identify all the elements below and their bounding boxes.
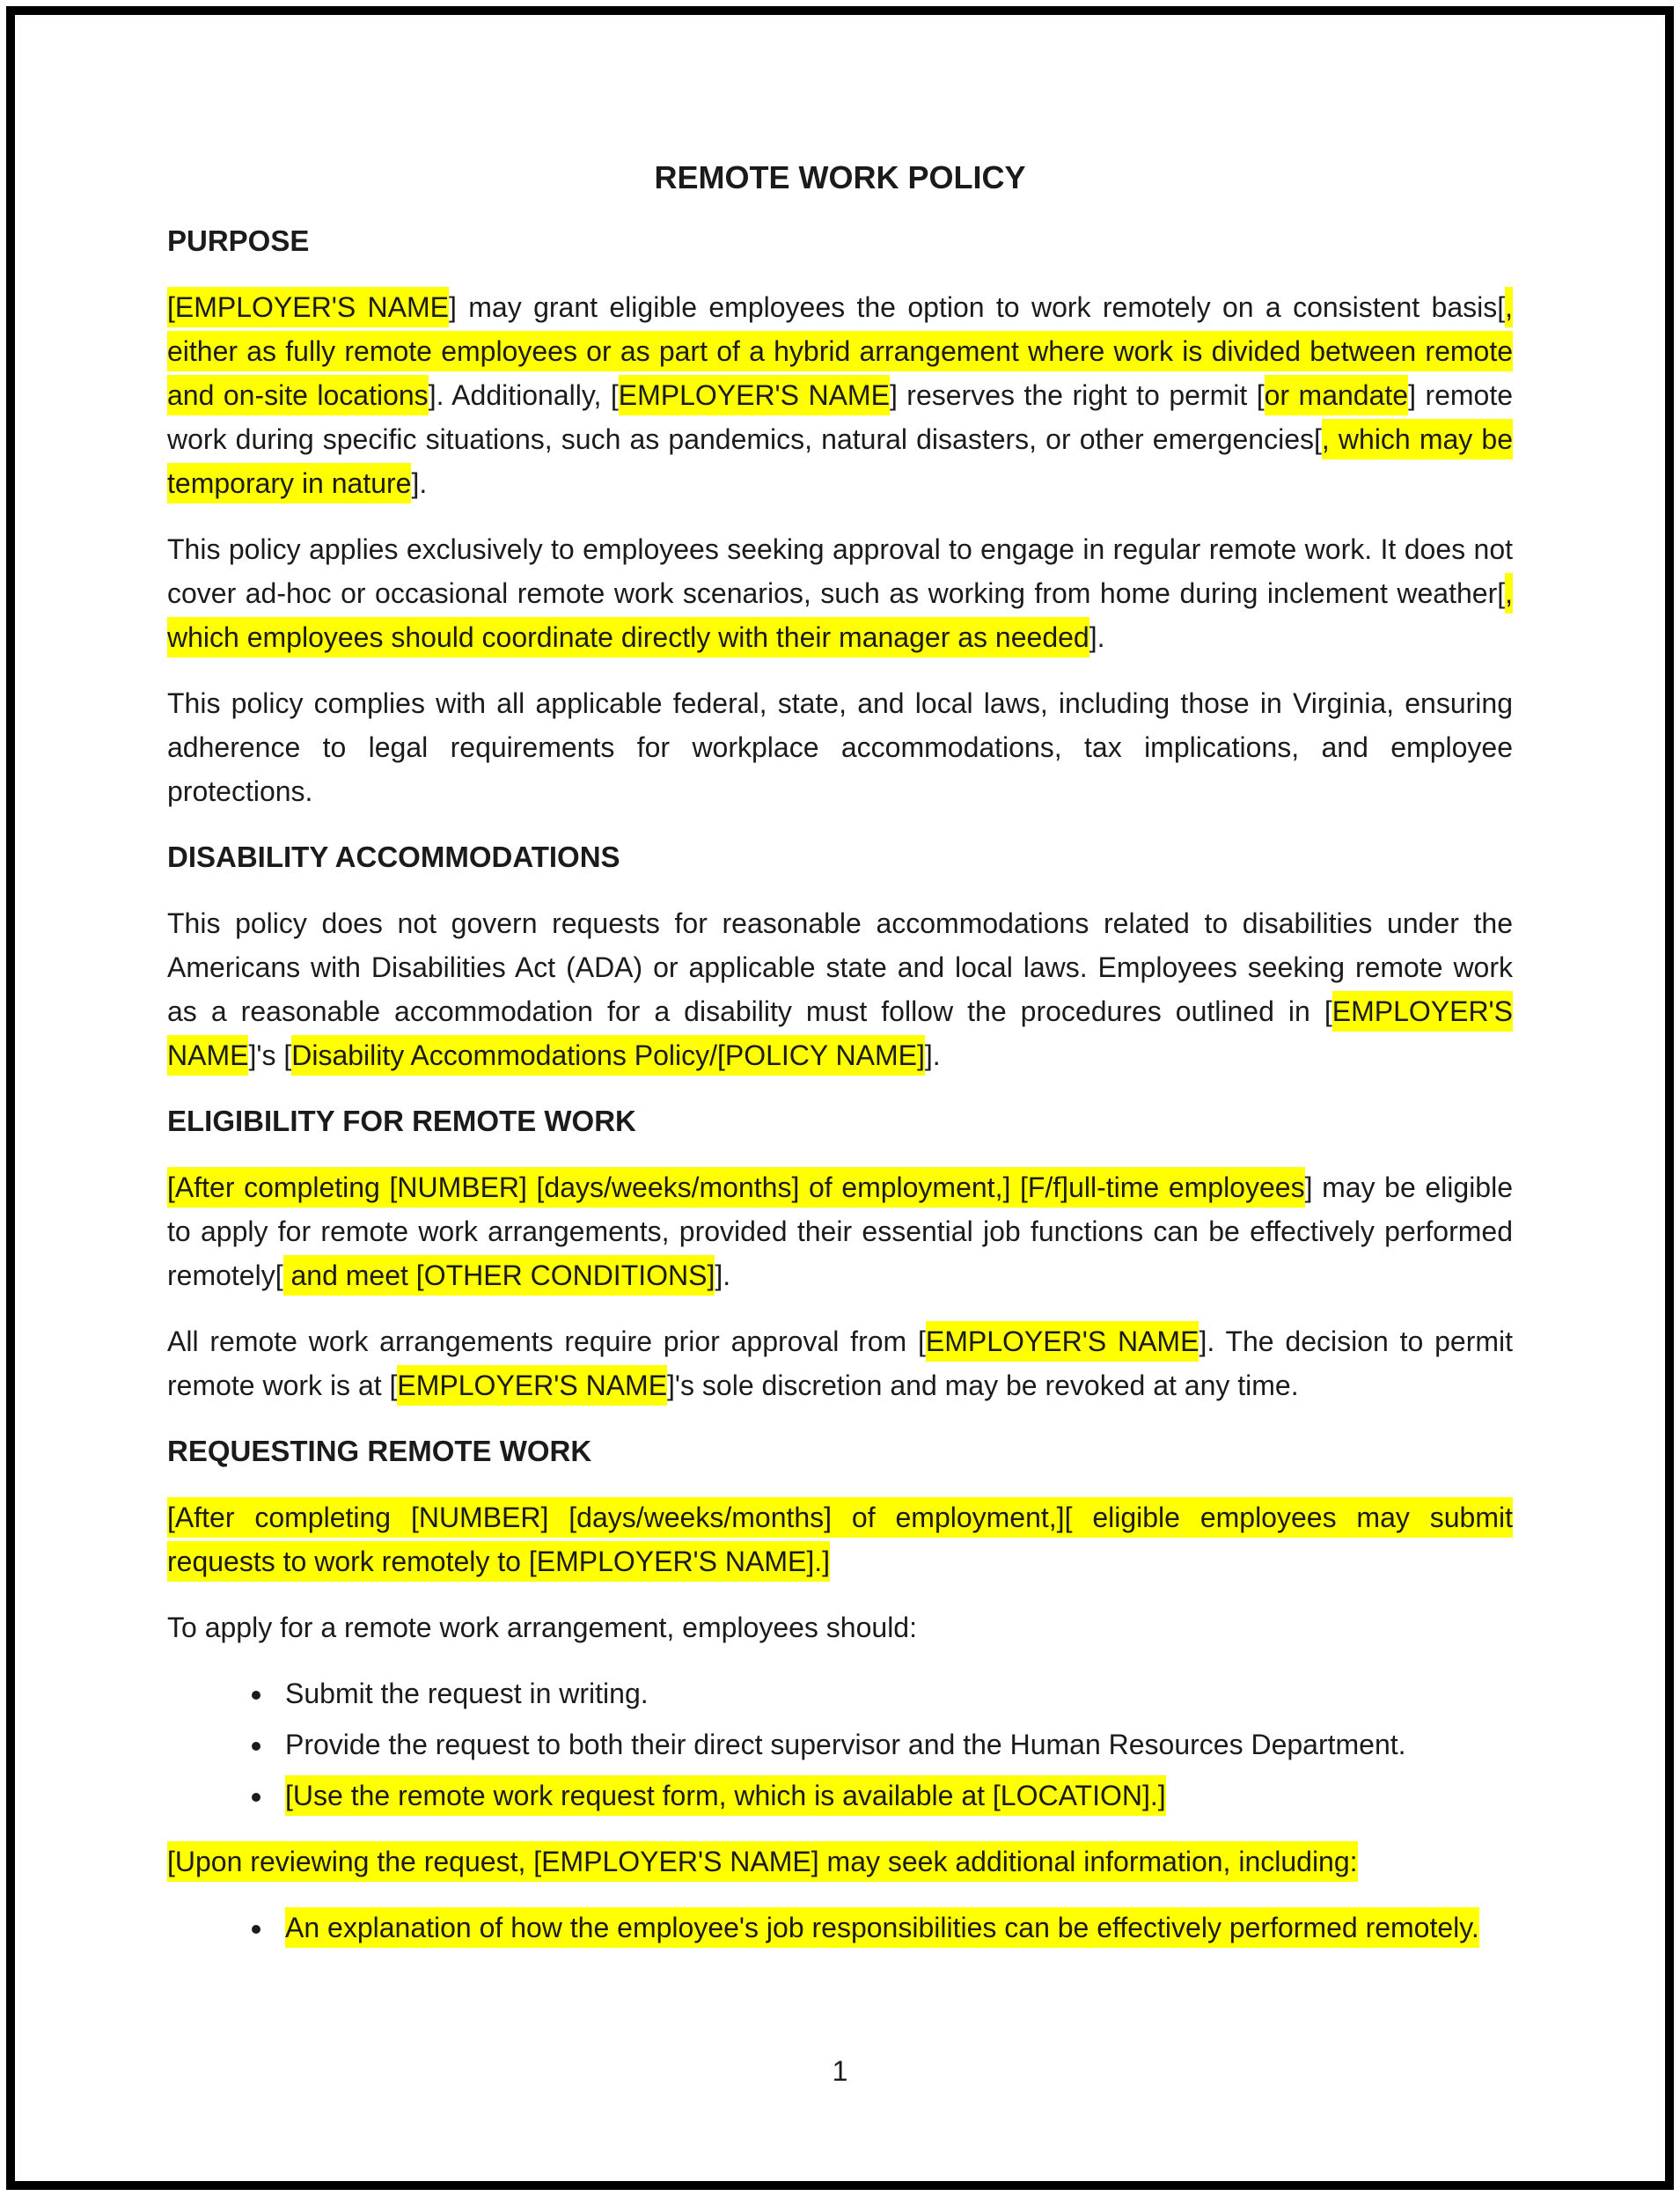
document-title: REMOTE WORK POLICY: [654, 159, 1026, 195]
list-item: [275, 1671, 1513, 1715]
text-run: ].: [924, 1039, 941, 1071]
highlighted-run: An explanation of how the employee's job responsibilities can be effectively performed remotely.: [285, 1907, 1479, 1948]
highlighted-run: , either as fully remote employees or as part of a hybrid arrangement where work is divided between remote and on-site locations: [167, 287, 1513, 415]
section-heading: REQUESTING REMOTE WORK: [167, 1435, 592, 1467]
section-requesting-remote-work: [167, 1429, 1513, 1950]
page-border-frame: [6, 6, 1674, 2190]
highlighted-run: [After completing [NUMBER] [days/weeks/months] of employment,] [F/f]ull-time employees: [167, 1167, 1305, 1208]
text-run: ] may grant eligible employees the option to work remotely on a consistent basis[: [449, 291, 1506, 323]
section-eligibility-for-remote-work: [167, 1099, 1513, 1407]
paragraph: [167, 285, 1513, 505]
section-disability-accommodations: [167, 835, 1513, 1077]
highlighted-run: or mandate: [1265, 375, 1408, 415]
text-run: To apply for a remote work arrangement, employees should:: [167, 1612, 917, 1643]
paragraph: [167, 527, 1513, 659]
page-footer: [15, 2053, 1665, 2089]
paragraph: [167, 901, 1513, 1077]
page-number: 1: [832, 2055, 848, 2087]
list-item: [275, 1906, 1513, 1950]
document-body: [167, 219, 1513, 1950]
section-heading: PURPOSE: [167, 224, 310, 257]
text-run: ] reserves the right to permit [: [889, 379, 1265, 411]
text-run: ] remote work during specific situations, such as pandemics, natural disasters, or other emergencies[: [167, 379, 1514, 455]
highlighted-run: [Use the remote work request form, which is available at [LOCATION].]: [285, 1775, 1166, 1816]
list-item: [275, 1774, 1513, 1818]
text-run: This policy does not govern requests for reasonable accommodations related to disabilities under the Americans with Disabilities Act (ADA) or applicable state and local laws. Employees seeking remote work as a reasonable accommodation for a disability must follow the procedures outlined in [: [167, 907, 1513, 1027]
paragraph: [167, 1495, 1513, 1583]
bullet-list: [167, 1671, 1513, 1818]
highlighted-run: Disability Accommodations Policy/[POLICY NAME]: [291, 1035, 925, 1076]
highlighted-run: EMPLOYER'S NAME: [397, 1365, 667, 1406]
bullet-list: [167, 1906, 1513, 1950]
text-run: ]'s sole discretion and may be revoked at any time.: [667, 1370, 1299, 1401]
text-run: This policy complies with all applicable federal, state, and local laws, including those in Virginia, ensuring adherence to legal requirements for workplace accommodations, tax implications, and employee protections.: [167, 687, 1513, 807]
highlighted-run: [EMPLOYER'S NAME: [167, 287, 449, 327]
highlighted-run: EMPLOYER'S NAME: [167, 991, 1513, 1076]
paragraph: [167, 1319, 1513, 1407]
text-run: ].: [715, 1260, 731, 1291]
text-run: This policy applies exclusively to employees seeking approval to engage in regular remote work. It does not cover ad-hoc or occasional remote work scenarios, such as working from home during inclement weather[: [167, 533, 1513, 609]
paragraph: [167, 1165, 1513, 1297]
highlighted-run: [After completing [NUMBER] [days/weeks/months] of employment,][ eligible employees may submit requests to work remotely to [EMPLOYER'S NAME].]: [167, 1497, 1513, 1582]
list-item: [275, 1722, 1513, 1766]
highlighted-run: EMPLOYER'S NAME: [619, 375, 890, 415]
text-run: ].: [1089, 621, 1105, 653]
section-heading: DISABILITY ACCOMMODATIONS: [167, 841, 620, 873]
text-run: ]. The decision to permit remote work is at [: [167, 1326, 1514, 1401]
text-run: ]. Additionally, [: [428, 379, 619, 411]
highlighted-run: , which employees should coordinate directly with their manager as needed: [167, 573, 1513, 657]
text-run: ]'s [: [248, 1039, 292, 1071]
highlighted-run: and meet [OTHER CONDITIONS]: [283, 1255, 715, 1296]
text-run: All remote work arrangements require prior approval from [: [167, 1326, 926, 1357]
paragraph: [167, 1840, 1513, 1884]
paragraph: [167, 681, 1513, 813]
text-run: Submit the request in writing.: [285, 1678, 649, 1709]
section-purpose: [167, 219, 1513, 813]
highlighted-run: [Upon reviewing the request, [EMPLOYER'S NAME] may seek additional information, including:: [167, 1841, 1358, 1882]
section-heading: ELIGIBILITY FOR REMOTE WORK: [167, 1105, 636, 1137]
highlighted-run: , which may be temporary in nature: [167, 419, 1513, 503]
text-run: ] may be eligible to apply for remote work arrangements, provided their essential job functions can be effectively performed remotely[: [167, 1171, 1514, 1291]
text-run: Provide the request to both their direct supervisor and the Human Resources Department.: [285, 1729, 1406, 1760]
highlighted-run: EMPLOYER'S NAME: [926, 1321, 1199, 1362]
text-run: ].: [411, 467, 428, 499]
paragraph: [167, 1605, 1513, 1649]
